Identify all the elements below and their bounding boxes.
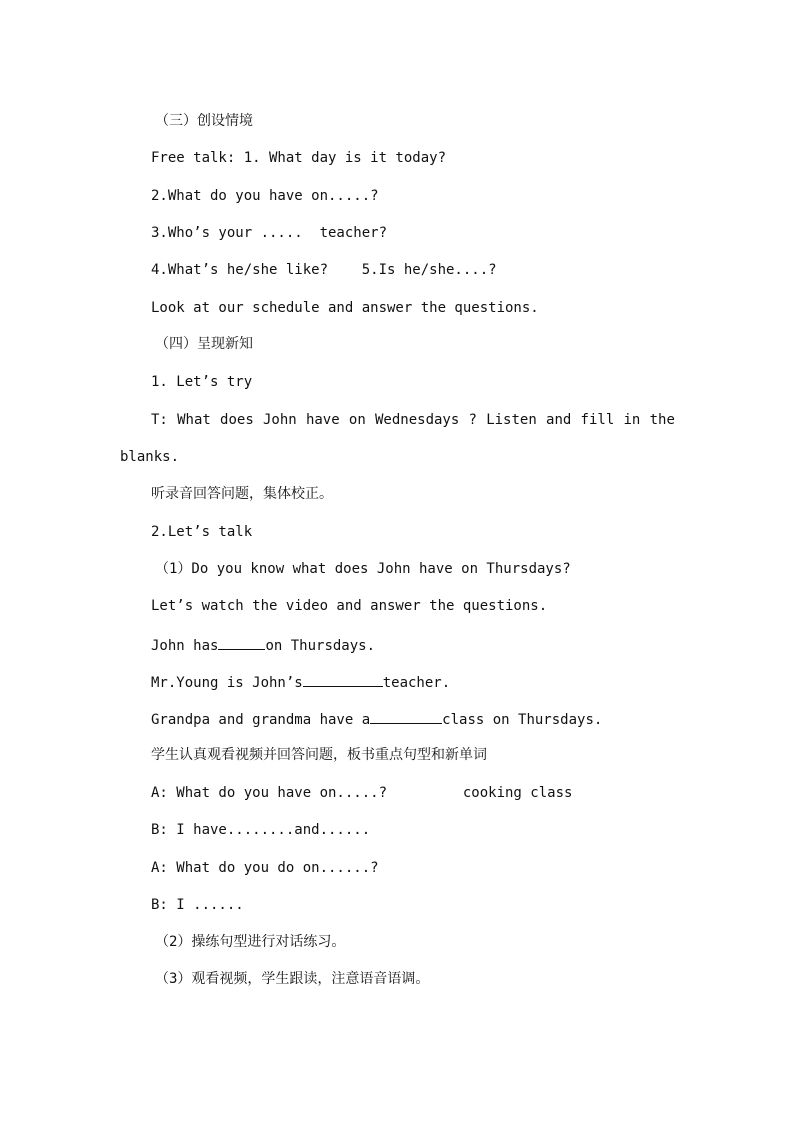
free-talk-line-2: 2.What do you have on.....? [151, 188, 379, 204]
teacher-question-word: T: [151, 412, 168, 428]
sentence-text: John has [151, 638, 219, 654]
practice-step-3: （3）观看视频，学生跟读，注意语音语调。 [155, 971, 430, 987]
lets-talk-heading: 2.Let’s talk [151, 524, 253, 540]
teacher-question-word: on [348, 412, 366, 428]
section4-heading: （四）呈现新知 [155, 336, 253, 352]
listen-instruction: 听录音回答问题，集体校正。 [151, 486, 333, 502]
student-instruction: 学生认真观看视频并回答问题，板书重点句型和新单词 [151, 747, 487, 763]
sentence-text: Mr.Young is John’s [151, 675, 303, 691]
dialog-line-a2: A: What do you do on......? [151, 860, 379, 876]
sentence-text: class on Thursdays. [442, 712, 603, 728]
answer-blank [218, 635, 265, 650]
dialog-line-b1: B: I have........and...... [151, 822, 371, 838]
dialog-line-b2: B: I ...... [151, 897, 244, 913]
section3-heading: （三）创设情境 [155, 113, 253, 129]
teacher-question-word: Listen [486, 412, 537, 428]
teacher-question-continuation: blanks. [120, 449, 180, 465]
fill-blank-sentence-1 [151, 635, 375, 655]
sentence-text: Grandpa and grandma have a [151, 712, 371, 728]
teacher-question-word: Wednesdays [375, 412, 460, 428]
answer-blank [303, 672, 383, 687]
lets-try-heading: 1. Let’s try [151, 374, 253, 390]
schedule-instruction: Look at our schedule and answer the questions. [151, 300, 539, 316]
teacher-question-line [151, 411, 675, 429]
teacher-question-word: in [623, 412, 641, 428]
teacher-question-word: and [546, 412, 572, 428]
practice-step-2: （2）操练句型进行对话练习。 [155, 934, 346, 950]
answer-blank [370, 709, 442, 724]
teacher-question-word: John [263, 412, 297, 428]
dialog-line-a1: A: What do you have on.....? cooking class [151, 785, 573, 801]
free-talk-line-3: 3.Who’s your ..... teacher? [151, 225, 388, 241]
fill-blank-sentence-2 [151, 672, 450, 692]
teacher-question-word: have [305, 412, 340, 428]
teacher-question-word: the [649, 412, 675, 428]
fill-blank-sentence-3 [151, 709, 602, 729]
sentence-text: on Thursdays. [265, 638, 376, 654]
talk-question-1: （1）Do you know what does John have on Thursdays? [155, 561, 571, 577]
sentence-text: teacher. [382, 675, 451, 691]
teacher-question-word: fill [580, 412, 615, 428]
teacher-question-word: does [220, 412, 254, 428]
watch-video-instruction: Let’s watch the video and answer the questions. [151, 598, 548, 614]
free-talk-line-1: Free talk: 1. What day is it today? [151, 150, 447, 166]
free-talk-line-4: 4.What’s he/she like? 5.Is he/she....? [151, 262, 497, 278]
teacher-question-word: What [177, 412, 211, 428]
teacher-question-word: ? [468, 412, 477, 428]
